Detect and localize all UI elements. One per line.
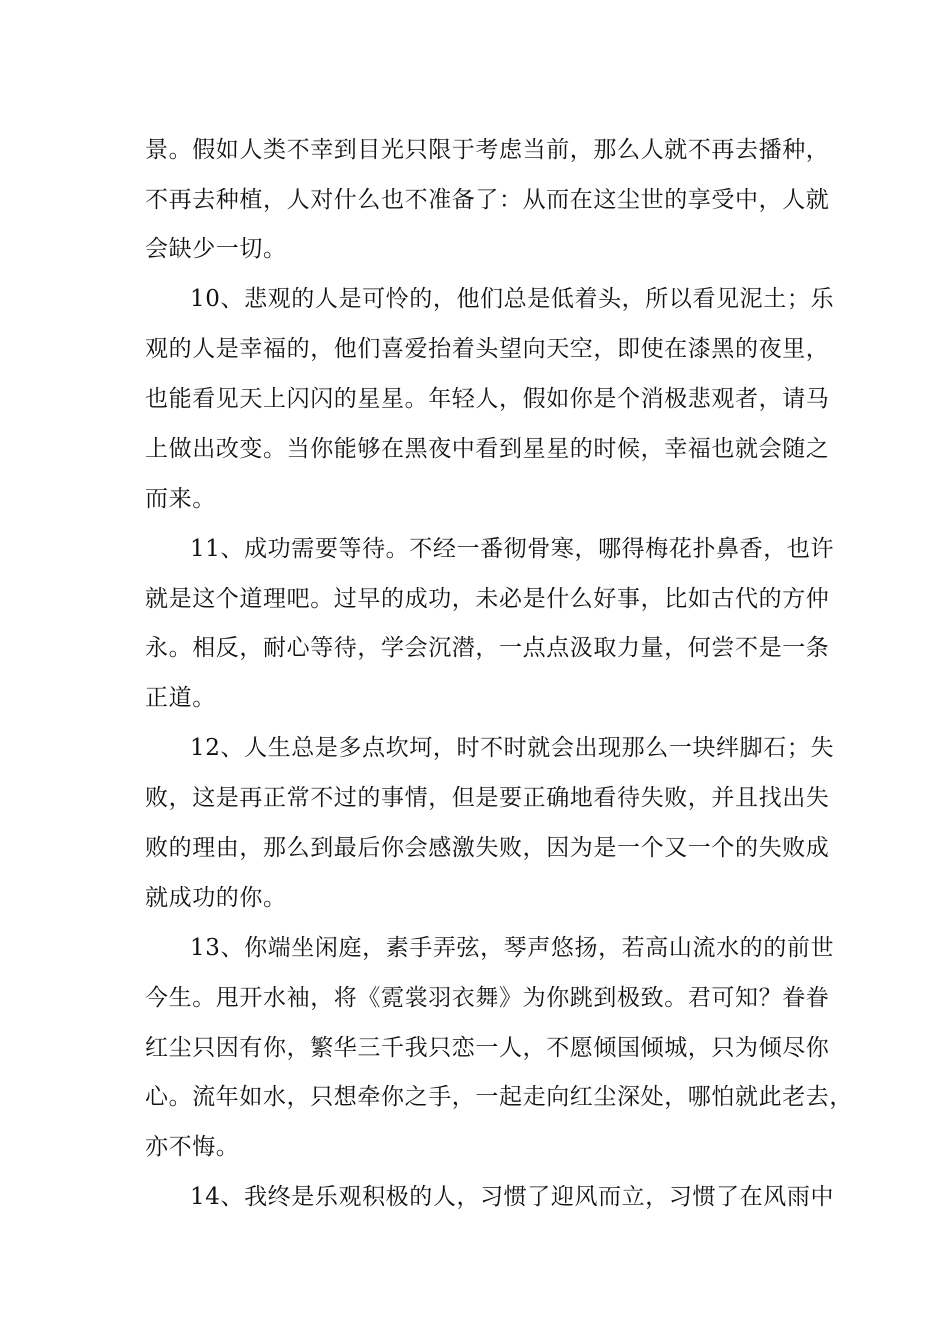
text-line: 而来。 xyxy=(145,486,216,512)
text-line: 就是这个道理吧。过早的成功，未必是什么好事，比如古代的方仲 xyxy=(145,586,830,612)
text-line: 亦不悔。 xyxy=(145,1134,240,1160)
text-line: 正道。 xyxy=(145,685,216,711)
text-line: 不再去种植，人对什么也不准备了：从而在这尘世的享受中，人就 xyxy=(145,187,830,213)
text-line: 今生。甩开水袖，将《霓裳羽衣舞》为你跳到极致。君可知？眷眷 xyxy=(145,985,830,1011)
text-line: 败的理由，那么到最后你会感激失败，因为是一个又一个的失败成 xyxy=(145,835,830,861)
text-line: 永。相反，耐心等待，学会沉潜，一点点汲取力量，何尝不是一条 xyxy=(145,635,830,661)
paragraph-14-start: 14、我终是乐观积极的人，习惯了迎风而立，习惯了在风雨中 xyxy=(190,1184,835,1210)
paragraph-11-start: 11、成功需要等待。不经一番彻骨寒，哪得梅花扑鼻香，也许 xyxy=(190,536,835,562)
text-line: 景。假如人类不幸到目光只限于考虑当前，那么人就不再去播种， xyxy=(145,137,830,163)
text-line: 也能看见天上闪闪的星星。年轻人，假如你是个消极悲观者，请马 xyxy=(145,386,830,412)
text-line: 观的人是幸福的，他们喜爱抬着头望向天空，即使在漆黑的夜里， xyxy=(145,336,830,362)
text-line: 上做出改变。当你能够在黑夜中看到星星的时候，幸福也就会随之 xyxy=(145,436,830,462)
paragraph-13-start: 13、你端坐闲庭，素手弄弦，琴声悠扬，若高山流水的的前世 xyxy=(190,935,835,961)
paragraph-10-start: 10、悲观的人是可怜的，他们总是低着头，所以看见泥土；乐 xyxy=(190,286,835,312)
text-line: 就成功的你。 xyxy=(145,885,287,911)
text-line: 心。流年如水，只想牵你之手，一起走向红尘深处，哪怕就此老去， xyxy=(145,1084,853,1110)
text-line: 败，这是再正常不过的事情，但是要正确地看待失败，并且找出失 xyxy=(145,785,830,811)
paragraph-12-start: 12、人生总是多点坎坷，时不时就会出现那么一块绊脚石；失 xyxy=(190,735,835,761)
text-line: 会缺少一切。 xyxy=(145,236,287,262)
text-line: 红尘只因有你，繁华三千我只恋一人，不愿倾国倾城，只为倾尽你 xyxy=(145,1035,830,1061)
